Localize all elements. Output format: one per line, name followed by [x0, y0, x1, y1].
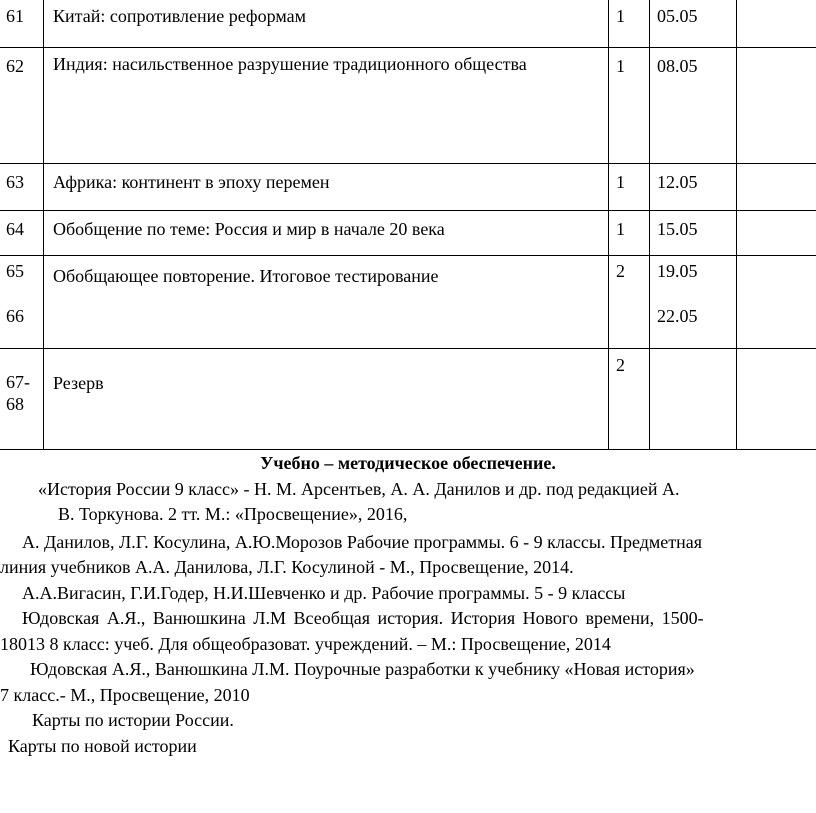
- resources-heading: Учебно – методическое обеспечение.: [260, 453, 556, 473]
- lesson-number: 61: [6, 6, 24, 26]
- empty-cell: [650, 349, 737, 450]
- resource-line: А.А.Вигасин, Г.И.Годер, Н.И.Шевченко и др. Рабочие программы. 5 - 9 классы: [22, 582, 626, 603]
- table-row: [0, 164, 816, 211]
- lesson-topic: Обобщение по теме: Россия и мир в начале 20 века: [53, 219, 445, 239]
- empty-cell: [737, 349, 816, 450]
- resource-line: Карты по истории России.: [32, 710, 234, 730]
- lesson-date-2: 22.05: [657, 306, 698, 326]
- table-row: [0, 211, 816, 256]
- resource-line: А. Данилов, Л.Г. Косулина, А.Ю.Морозов Рабочие программы. 6 - 9 классы. Предметная: [22, 531, 703, 552]
- resource-line: Юдовская А.Я., Ванюшкина Л.М. Поурочные разработки к учебнику «Новая история»: [30, 659, 695, 679]
- table-row: [0, 48, 816, 164]
- lesson-hours: 1: [616, 6, 625, 26]
- lesson-hours: 2: [616, 261, 625, 281]
- lesson-hours: 1: [616, 219, 625, 239]
- empty-cell: [737, 0, 816, 48]
- empty-cell: [737, 164, 816, 211]
- table-row: [0, 256, 816, 349]
- resource-line: В. Торкунова. 2 тт. М.: «Просвещение», 2016,: [58, 504, 408, 524]
- resource-line: «История России 9 класс» - Н. М. Арсентьев, А. А. Данилов и др. под редакцией А.: [38, 478, 680, 499]
- lesson-date: 12.05: [657, 172, 698, 192]
- lesson-number: 65: [6, 261, 24, 281]
- lesson-number-2: 66: [6, 306, 24, 326]
- lesson-topic: Китай: сопротивление реформам: [53, 6, 306, 26]
- resource-line: линия учебников А.А. Данилова, Л.Г. Косулиной - М., Просвещение, 2014.: [0, 557, 574, 577]
- lesson-topic: Индия: насильственное разрушение традиционного общества: [53, 54, 527, 74]
- lesson-date: 15.05: [657, 219, 698, 239]
- resource-line: 7 класс.- М., Просвещение, 2010: [0, 684, 250, 705]
- table-row: [0, 0, 816, 48]
- lesson-hours: 2: [616, 355, 625, 375]
- lesson-hours: 1: [616, 56, 625, 76]
- lesson-topic: Африка: континент в эпоху перемен: [53, 172, 330, 192]
- lesson-number: 62: [6, 56, 24, 76]
- lesson-topic: Обобщающее повторение. Итоговое тестирование: [53, 266, 439, 286]
- lesson-hours: 1: [616, 172, 625, 192]
- resource-line: Юдовская А.Я., Ванюшкина Л.М Всеобщая история. История Нового времени, 1500-: [22, 608, 704, 628]
- lesson-number: 67-: [6, 372, 30, 392]
- resources-section: [0, 451, 816, 759]
- lesson-date: 08.05: [657, 56, 698, 76]
- resource-line: Карты по новой истории: [8, 735, 197, 756]
- lesson-number: 64: [6, 219, 24, 239]
- resource-line: 18013 8 класс: учеб. Для общеобразоват. учреждений. – М.: Просвещение, 2014: [0, 633, 611, 654]
- table-row: [0, 349, 816, 450]
- empty-cell: [737, 48, 816, 164]
- lesson-date: 19.05: [657, 261, 698, 281]
- empty-cell: [737, 256, 816, 349]
- lesson-date: 05.05: [657, 6, 698, 26]
- lesson-number-2: 68: [6, 394, 24, 414]
- empty-cell: [737, 211, 816, 256]
- lesson-number: 63: [6, 172, 24, 192]
- lesson-topic: Резерв: [53, 373, 104, 393]
